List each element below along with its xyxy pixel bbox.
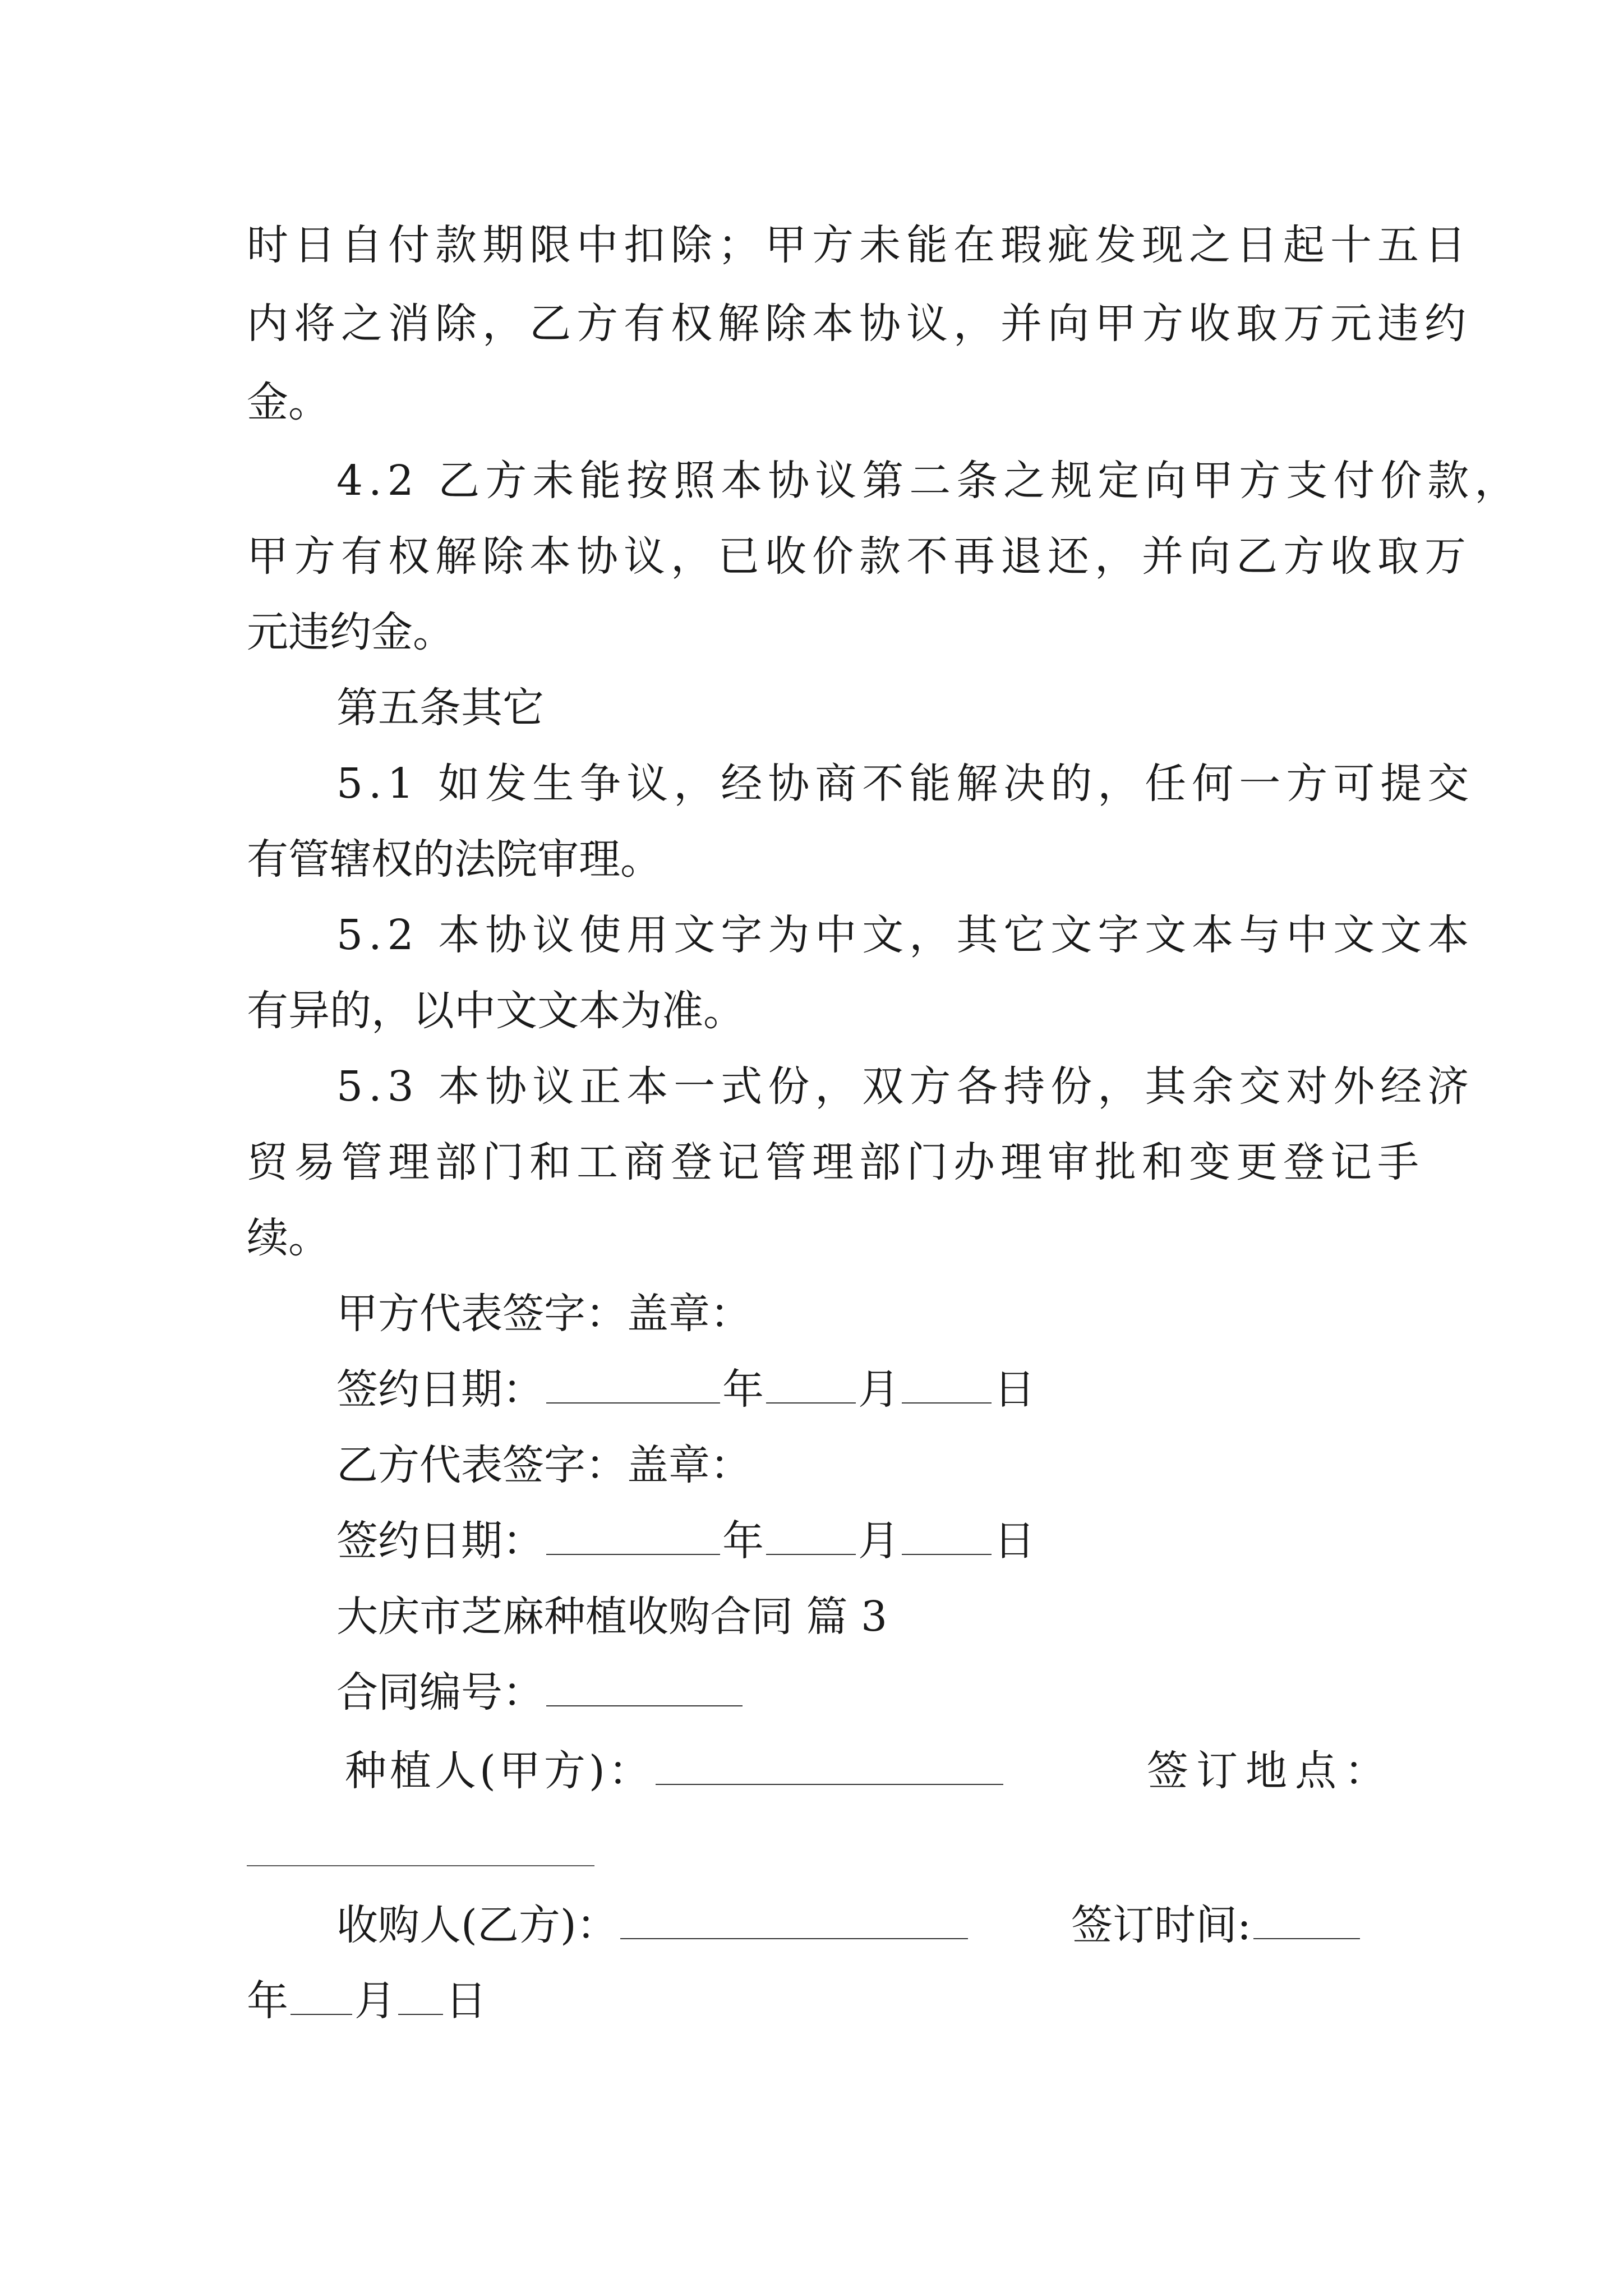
- month-blank: [766, 1521, 856, 1555]
- buyer-line: [336, 1901, 970, 1949]
- clause-5-1-line: 有管辖权的法院审理。: [247, 835, 662, 884]
- paragraph-line: 时日自付款期限中扣除；甲方未能在瑕疵发现之日起十五日: [247, 221, 1472, 269]
- clause-5-3-line: 5.3 本协议正本一式份，双方各持份，其余交对外经济: [336, 1062, 1475, 1111]
- paragraph-line: 金。: [247, 378, 330, 426]
- sign-time-label: 签订时间:: [1071, 1901, 1251, 1949]
- contract-3-title: 大庆市芝麻种植收购合同 篇 3: [336, 1593, 888, 1641]
- day-blank: [902, 1521, 992, 1555]
- contract-number-line: [336, 1668, 745, 1717]
- buyer-blank: [620, 1906, 968, 1939]
- grower-label: 种植人(甲方)：: [345, 1747, 653, 1795]
- day-label: 日: [994, 1365, 1035, 1414]
- year-blank: [546, 1370, 720, 1404]
- contract-number-blank: [546, 1673, 743, 1706]
- clause-5-3-line: 贸易管理部门和工商登记管理部门办理审批和变更登记手: [247, 1138, 1424, 1186]
- year-label: 年: [722, 1365, 764, 1414]
- day-blank: [398, 1981, 443, 2015]
- day-label: 日: [994, 1517, 1035, 1565]
- year-label: 年: [722, 1517, 764, 1565]
- party-b-signature-label: 乙方代表签字：盖章：: [336, 1441, 751, 1489]
- clause-4-2-line: 元违约金。: [247, 608, 454, 656]
- clause-5-2-line: 5.2 本协议使用文字为中文，其它文字文本与中文文本: [336, 911, 1475, 959]
- clause-5-3-line: 续。: [247, 1214, 330, 1262]
- sign-time-line: [1071, 1901, 1362, 1949]
- clause-4-2-line: 甲方有权解除本协议，已收价款不再退还，并向乙方收取万: [247, 532, 1472, 581]
- day-label: 日: [445, 1977, 487, 2025]
- date-label: 签约日期：: [336, 1517, 544, 1565]
- month-blank: [291, 1981, 352, 2015]
- grower-blank: [656, 1751, 1003, 1785]
- month-label: 月: [858, 1517, 900, 1565]
- clause-4-2-line: 4.2 乙方未能按照本协议第二条之规定向甲方支付价款，: [336, 457, 1522, 505]
- buyer-label: 收购人(乙方)：: [336, 1901, 618, 1949]
- month-label: 月: [858, 1365, 900, 1414]
- clause-5-2-line: 有异的，以中文文本为准。: [247, 987, 745, 1035]
- party-a-date-line: [336, 1365, 1035, 1414]
- sign-place-label: 签订地点：: [1147, 1747, 1394, 1795]
- article-5-heading: 第五条其它: [336, 684, 544, 732]
- year-label: 年: [247, 1977, 288, 2025]
- grower-line: [345, 1747, 1006, 1795]
- sign-place-blank: [247, 1865, 594, 1866]
- party-b-date-line: [336, 1517, 1035, 1565]
- month-blank: [766, 1370, 856, 1404]
- paragraph-line: 内将之消除，乙方有权解除本协议，并向甲方收取万元违约: [247, 300, 1472, 348]
- sign-time-blank: [1253, 1906, 1360, 1939]
- contract-number-label: 合同编号：: [336, 1668, 544, 1717]
- date-label: 签约日期：: [336, 1365, 544, 1414]
- clause-5-1-line: 5.1 如发生争议，经协商不能解决的，任何一方可提交: [336, 760, 1475, 808]
- party-a-signature-label: 甲方代表签字：盖章：: [336, 1290, 751, 1338]
- month-label: 月: [354, 1977, 396, 2025]
- day-blank: [902, 1370, 992, 1404]
- date-tail-line: [247, 1977, 487, 2025]
- year-blank: [546, 1521, 720, 1555]
